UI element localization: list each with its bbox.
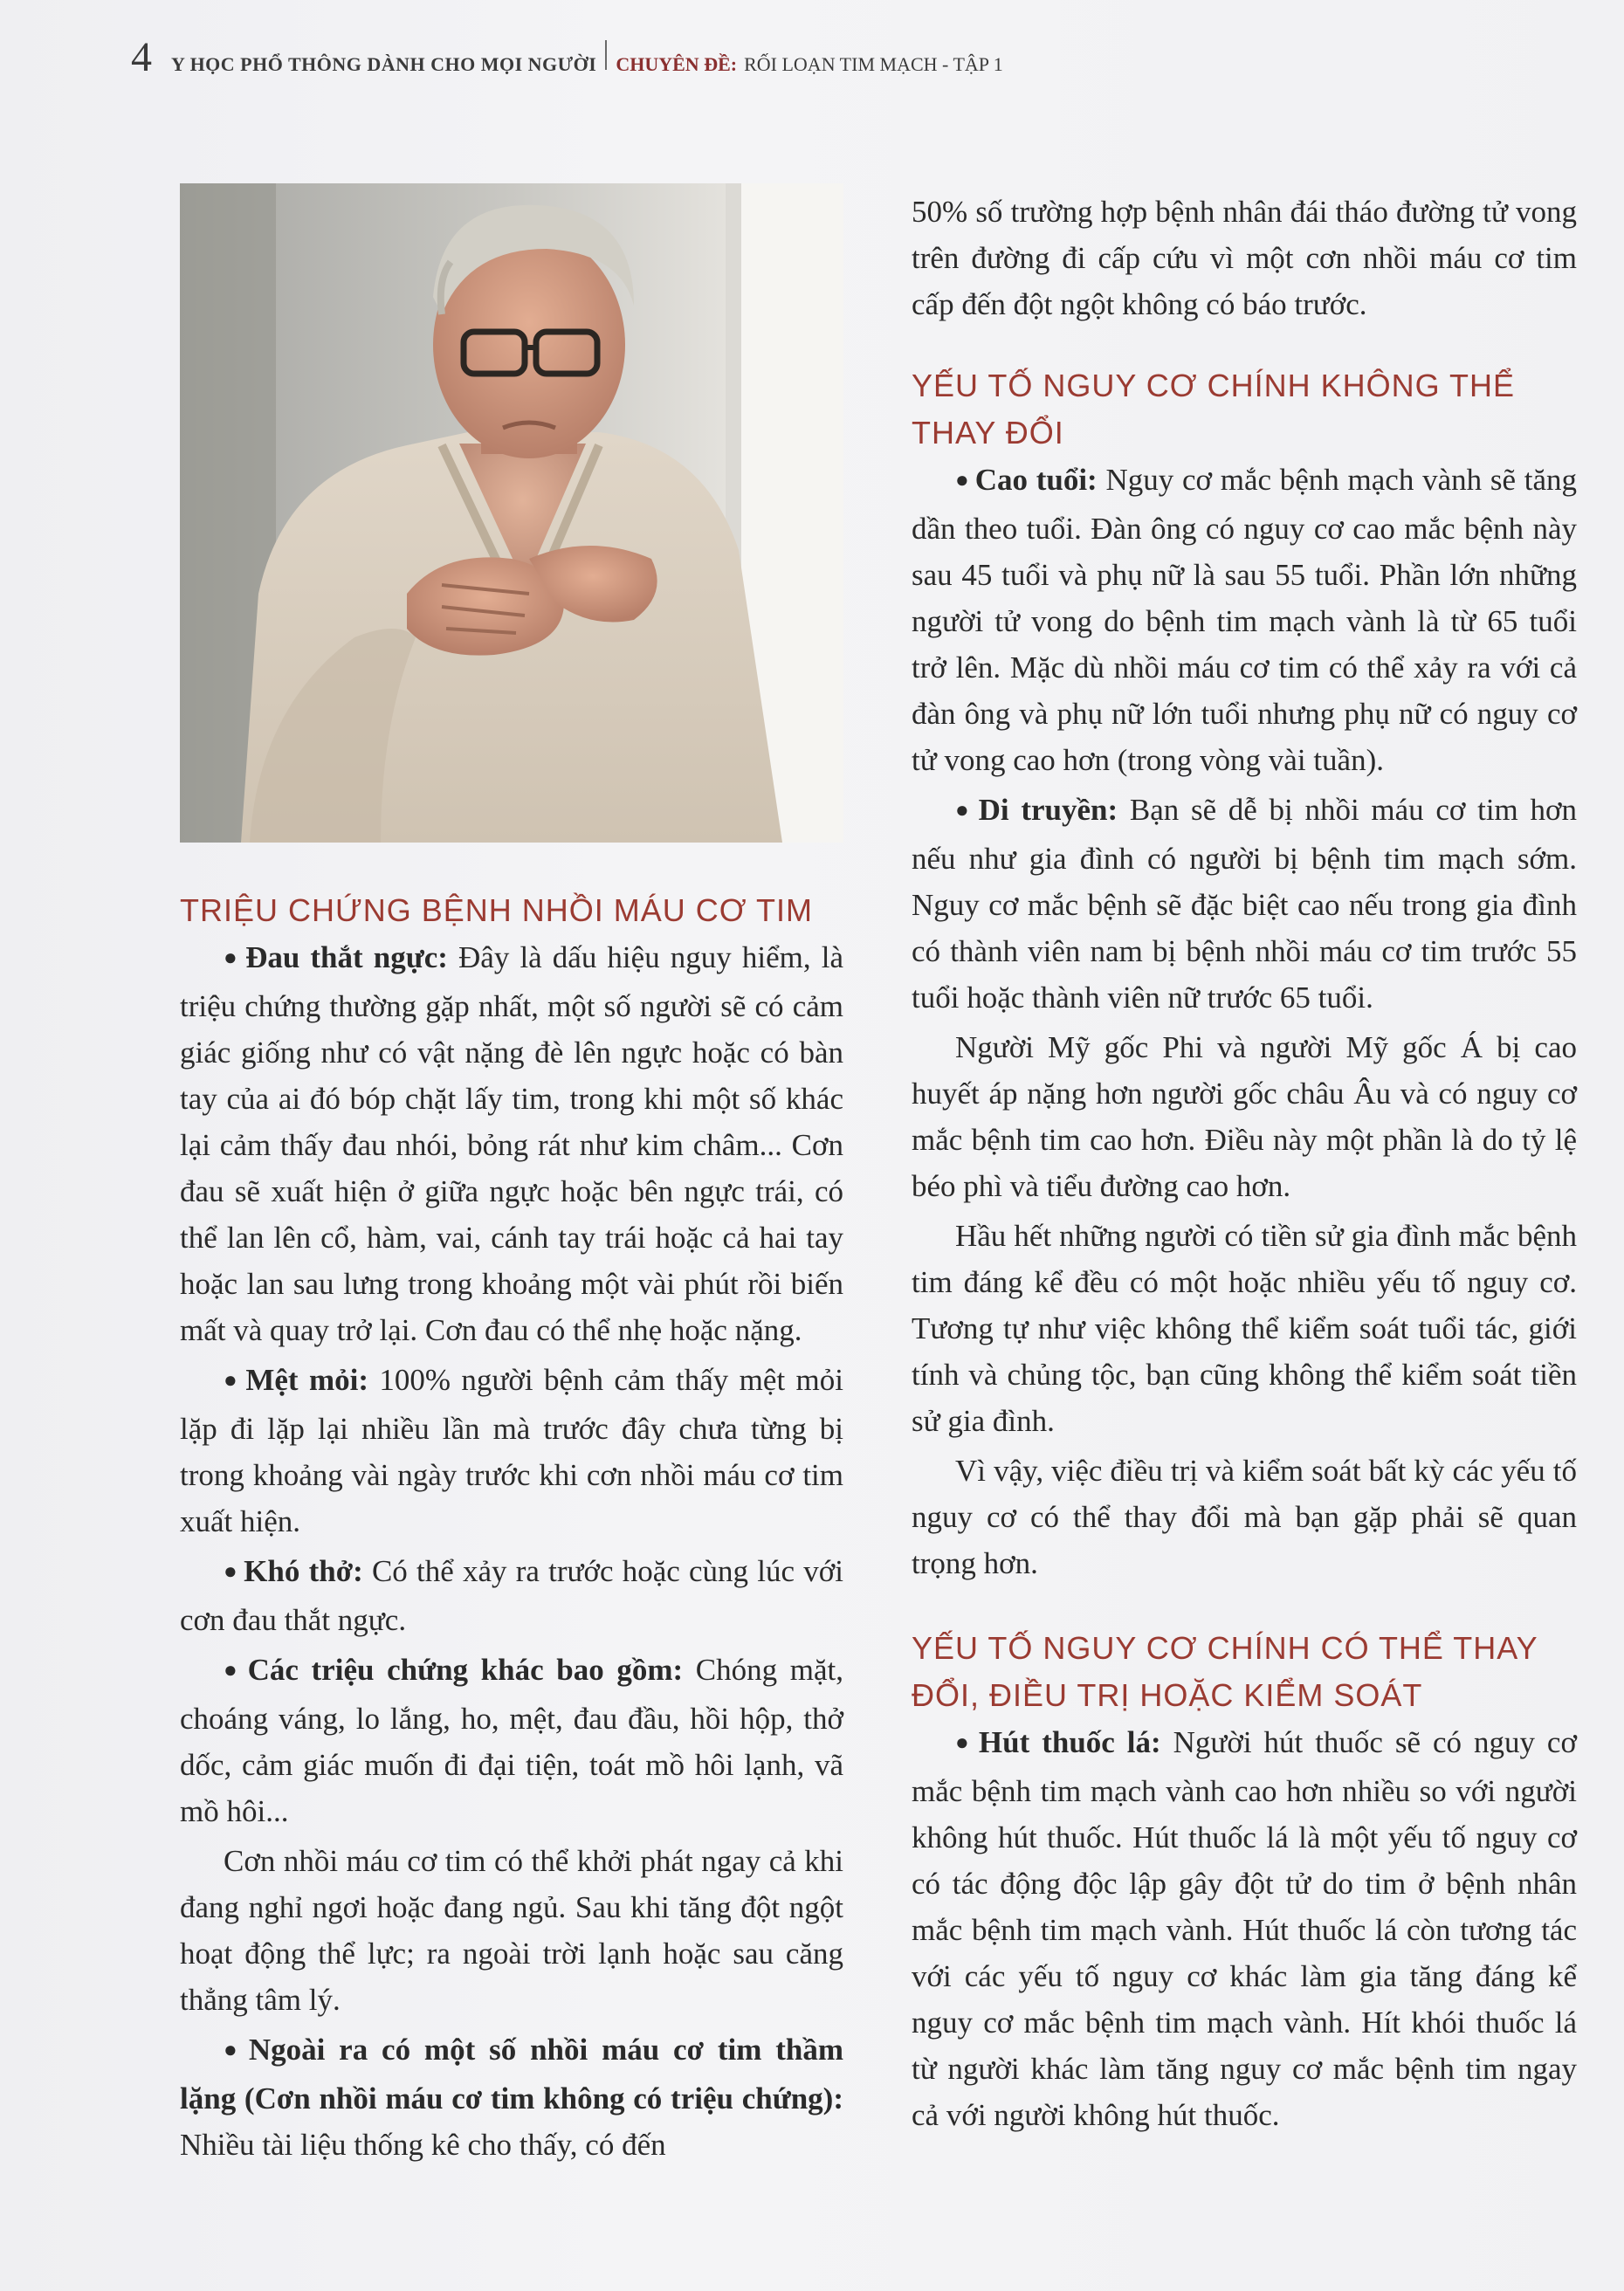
section-heading-modifiable: YẾU TỐ NGUY CƠ CHÍNH CÓ THỂ THAY ĐỔI, ĐIỀU TRỊ HOẶC KIỂM SOÁT — [912, 1630, 1538, 1713]
paragraph-conclusion: Vì vậy, việc điều trị và kiểm soát bất kỳ các yếu tố nguy cơ có thể thay đổi mà bạn gặp phải sẽ quan trọng hơn. — [912, 1454, 1577, 1580]
section-heading-nonmodifiable: YẾU TỐ NGUY CƠ CHÍNH KHÔNG THỂ THAY ĐỔI — [912, 368, 1515, 451]
bullet-fatigue: ● Mệt mỏi: 100% người bệnh cảm thấy mệt mỏi lặp đi lặp lại nhiều lần mà trước đây chưa từng bị trong khoảng vài ngày trước khi cơn nhồi máu cơ tim xuất hiện. — [180, 1363, 843, 1538]
paragraph-family-history: Hầu hết những người có tiền sử gia đình mắc bệnh tim đáng kể đều có một hoặc nhiều yếu tố nguy cơ. Tương tự như việc không thể kiểm soát tuổi tác, giới tính và chủng tộc, bạn cũng không thể kiểm soát tiền sử gia đình. — [912, 1219, 1577, 1438]
bullet-other-symptoms: ● Các triệu chứng khác bao gồm: Chóng mặt, choáng váng, lo lắng, ho, mệt, đau đầu, hồi hộp, thở dốc, cảm giác muốn đi đại tiện, toát mồ hôi lạnh, vã mồ hôi... — [180, 1653, 844, 1828]
bullet-dot-icon: ● — [224, 945, 241, 970]
bullet-dot-icon: ● — [224, 1367, 241, 1393]
bullet-heredity: ● Di truyền: Bạn sẽ dễ bị nhồi máu cơ tim hơn nếu như gia đình có người bị bệnh tim mạch sớm. Nguy cơ mắc bệnh sẽ đặc biệt cao nếu trong gia đình có thành viên nam bị bệnh nhồi máu cơ tim trước 55 tuổi hoặc thành viên nữ trước 65 tuổi. — [912, 793, 1577, 1015]
bullet-smoking: ● Hút thuốc lá: Người hút thuốc sẽ có nguy cơ mắc bệnh tim mạch vành cao hơn nhiều so với người không hút thuốc. Hút thuốc lá là một yếu tố nguy cơ có tác động độc lập gây đột tử do tim ở bệnh nhân mắc bệnh tim mạch vành. Hút thuốc lá còn tương tác với các yếu tố nguy cơ khác làm gia tăng đáng kể nguy cơ mắc bệnh tim mạch vành. Hít khói thuốc lá từ người khác làm tăng nguy cơ mắc bệnh tim ngay cả với người không hút thuốc. — [912, 1725, 1577, 2132]
paragraph-continuation: 50% số trường hợp bệnh nhân đái tháo đường tử vong trên đường đi cấp cứu vì một cơn nhồi máu cơ tim cấp đến đột ngột không có báo trước. — [912, 195, 1577, 321]
paragraph-onset: Cơn nhồi máu cơ tim có thể khởi phát ngay cả khi đang nghỉ ngơi hoặc đang ngủ. Sau khi tăng đột ngột hoạt động thể lực; ra ngoài trời lạnh hoặc sau căng thẳng tâm lý. — [180, 1844, 843, 2017]
bullet-dot-icon: ● — [955, 1730, 974, 1755]
right-column — [912, 189, 1577, 2138]
left-column — [180, 887, 843, 2168]
header-divider — [605, 40, 607, 70]
paragraph-ethnicity: Người Mỹ gốc Phi và người Mỹ gốc Á bị cao huyết áp nặng hơn người gốc châu Âu và có nguy cơ mắc bệnh tim cao hơn. Điều này một phần là do tỷ lệ béo phì và tiểu đường cao hơn. — [912, 1030, 1577, 1203]
man-clutching-chest-photo — [180, 183, 843, 843]
bullet-dot-icon: ● — [224, 1657, 243, 1682]
topic-label: CHUYÊN ĐỀ: — [616, 53, 738, 75]
topic-name: RỐI LOẠN TIM MẠCH - TẬP 1 — [744, 53, 1003, 75]
running-header — [131, 33, 1003, 80]
bullet-dot-icon: ● — [224, 1558, 239, 1584]
bullet-dot-icon: ● — [224, 2037, 244, 2062]
section-heading-symptoms: TRIỆU CHỨNG BỆNH NHỒI MÁU CƠ TIM — [180, 892, 813, 928]
bullet-shortness-of-breath: ● Khó thở: Có thể xảy ra trước hoặc cùng lúc với cơn đau thắt ngực. — [180, 1554, 843, 1637]
bullet-age: ● Cao tuổi: Nguy cơ mắc bệnh mạch vành sẽ tăng dần theo tuổi. Đàn ông có nguy cơ cao mắc bệnh này sau 45 tuổi và phụ nữ là sau 55 tuổi. Phần lớn những người tử vong do bệnh tim mạch vành là từ 65 tuổi trở lên. Mặc dù nhồi máu cơ tim có thể xảy ra với cả đàn ông và phụ nữ lớn tuổi nhưng phụ nữ có nguy cơ tử vong cao hơn (trong vòng vài tuần). — [912, 463, 1577, 777]
series-title: Y HỌC PHỔ THÔNG DÀNH CHO MỌI NGƯỜI — [171, 53, 597, 75]
bullet-dot-icon: ● — [955, 467, 970, 492]
bullet-chest-pain: ● Đau thắt ngực: Đây là dấu hiệu nguy hiểm, là triệu chứng thường gặp nhất, một số người sẽ có cảm giác giống như có vật nặng đè lên ngực hoặc có bàn tay của ai đó bóp chặt lấy tim, trong khi một số khác lại cảm thấy đau nhói, bỏng rát như kim châm... Cơn đau sẽ xuất hiện ở giữa ngực hoặc bên ngực trái, có thể lan lên cổ, hàm, vai, cánh tay trái hoặc cả hai tay hoặc lan sau lưng trong khoảng một vài phút rồi biến mất và quay trở lại. Cơn đau có thể nhẹ hoặc nặng. — [180, 940, 843, 1347]
bullet-dot-icon: ● — [955, 797, 974, 822]
page-number: 4 — [131, 34, 152, 80]
bullet-silent-infarction: ● Ngoài ra có một số nhồi máu cơ tim thầm lặng (Cơn nhồi máu cơ tim không có triệu chứng): Nhiều tài liệu thống kê cho thấy, có đến — [180, 2033, 843, 2162]
